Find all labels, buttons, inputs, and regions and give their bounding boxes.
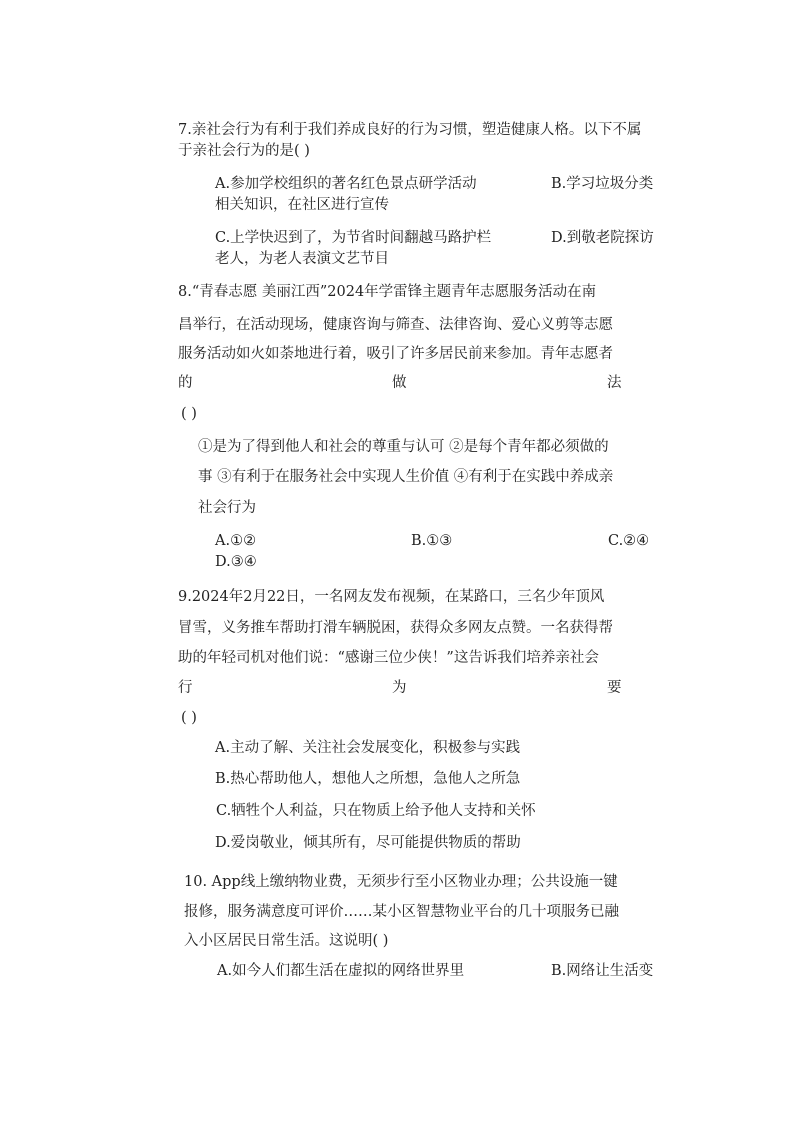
q9-stem-line3: 助的年轻司机对他们说：“感谢三位少侠！”这告诉我们培养亲社会 — [178, 650, 599, 666]
q7-option-c: C.上学快迟到了，为节省时间翻越马路护栏 — [215, 230, 492, 246]
q10-stem-line3: 入小区居民日常生活。这说明( ) — [184, 933, 389, 949]
q8-option-d: D.③④ — [215, 554, 257, 570]
q8-stem-word-3: 法 — [607, 375, 622, 391]
q9-stem-line2: 冒雪，义务推车帮助打滑车辆脱困，获得众多网友点赞。一名获得帮 — [178, 620, 613, 636]
q8-option-a: A.①② — [215, 533, 257, 549]
q7-option-b-cont: 相关知识，在社区进行宣传 — [215, 197, 389, 213]
q8-statement-line1: ①是为了得到他人和社会的尊重与认可 ②是每个青年都必须做的 — [198, 439, 609, 455]
q8-stem-line2: 昌举行，在活动现场，健康咨询与筛查、法律咨询、爱心义剪等志愿 — [178, 317, 613, 333]
q9-option-b: B.热心帮助他人，想他人之所想，急他人之所急 — [215, 771, 521, 787]
q8-stem-line1: 8.“青春志愿 美丽江西”2024年学雷锋主题青年志愿服务活动在南 — [178, 284, 597, 300]
q9-stem-line1: 9.2024年2月22日，一名网友发布视频，在某路口，三名少年顶风 — [178, 589, 605, 605]
q9-stem-word-3: 要 — [607, 680, 622, 696]
q7-option-d: D.到敬老院探访 — [551, 230, 654, 246]
q9-option-d: D.爱岗敬业，倾其所有，尽可能提供物质的帮助 — [215, 835, 521, 851]
q7-option-b: B.学习垃圾分类 — [551, 176, 654, 192]
q7-option-d-cont: 老人，为老人表演文艺节目 — [215, 251, 389, 267]
q9-option-a: A.主动了解、关注社会发展变化，积极参与实践 — [215, 740, 521, 756]
q8-stem-line3: 服务活动如火如荼地进行着，吸引了许多居民前来参加。青年志愿者 — [178, 346, 613, 362]
q10-option-a: A.如今人们都生活在虚拟的网络世界里 — [217, 963, 465, 979]
q7-stem-line1: 7.亲社会行为有利于我们养成良好的行为习惯，塑造健康人格。以下不属 — [178, 122, 642, 138]
q9-answer-paren: ( ) — [181, 710, 197, 726]
q9-stem-word-2: 为 — [392, 680, 407, 696]
q8-answer-paren: ( ) — [181, 406, 197, 422]
q10-stem-line2: 报修，服务满意度可评价……某小区智慧物业平台的几十项服务已融 — [184, 904, 619, 920]
q10-stem-line1: 10. App线上缴纳物业费，无须步行至小区物业办理；公共设施一键 — [184, 874, 618, 890]
q10-option-b: B.网络让生活变 — [551, 963, 654, 979]
q7-stem-line2: 于亲社会行为的是( ) — [178, 143, 310, 159]
q9-stem-word-1: 行 — [178, 680, 193, 696]
q8-option-b: B.①③ — [411, 533, 453, 549]
q9-option-c: C.牺牲个人利益，只在物质上给予他人支持和关怀 — [216, 803, 536, 819]
q8-statement-line2: 事 ③有利于在服务社会中实现人生价值 ④有利于在实践中养成亲 — [198, 469, 614, 485]
q8-stem-word-1: 的 — [178, 375, 193, 391]
q8-option-c: C.②④ — [608, 533, 650, 549]
q8-statement-line3: 社会行为 — [198, 500, 256, 516]
q8-stem-word-2: 做 — [392, 375, 407, 391]
q7-option-a: A.参加学校组织的著名红色景点研学活动 — [215, 176, 477, 192]
